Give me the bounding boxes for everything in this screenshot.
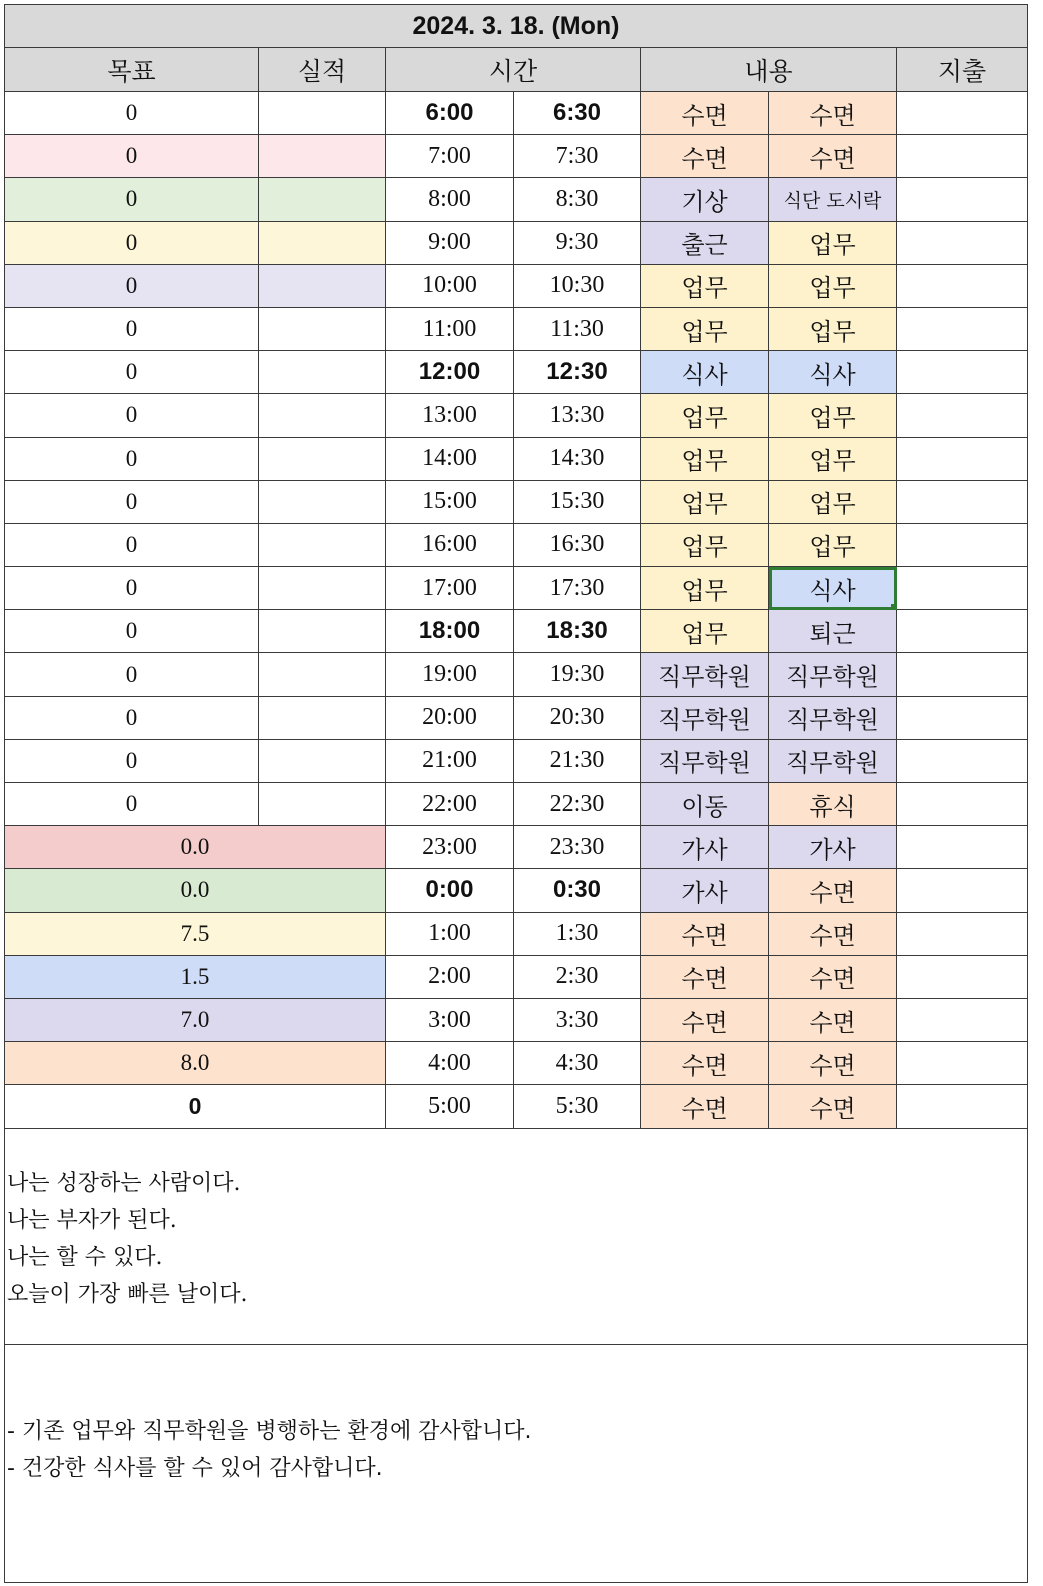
goal-cell[interactable]: 0 [5,783,259,826]
time-start-cell[interactable]: 10:00 [386,264,514,307]
actual-cell[interactable] [259,696,386,739]
affirmation-row [5,1128,1028,1344]
activity-cell[interactable]: 수면 [641,955,769,998]
schedule-row [5,307,1028,350]
time-half-cell[interactable]: 19:30 [514,653,641,696]
actual-cell[interactable] [259,307,386,350]
expense-cell[interactable] [897,696,1028,739]
activity-cell[interactable]: 업무 [641,437,769,480]
header-content[interactable]: 내용 [641,48,897,92]
activity-cell[interactable]: 업무 [641,567,769,610]
goal-cell[interactable]: 0 [5,394,259,437]
schedule-row [5,610,1028,653]
schedule-row [5,567,1028,610]
goal-cell[interactable]: 0 [5,567,259,610]
goal-cell[interactable]: 0 [5,351,259,394]
activity-half-cell[interactable]: 업무 [769,437,897,480]
schedule-row [5,264,1028,307]
expense-cell[interactable] [897,178,1028,221]
time-start-cell[interactable]: 0:00 [386,869,514,912]
goal-cell[interactable]: 0 [5,221,259,264]
summary-cell[interactable]: 7.5 [5,912,386,955]
activity-half-cell[interactable]: 수면 [769,1042,897,1085]
schedule-row [5,221,1028,264]
time-half-cell[interactable]: 12:30 [514,351,641,394]
activity-half-cell[interactable]: 가사 [769,826,897,869]
actual-cell[interactable] [259,178,386,221]
expense-cell[interactable] [897,92,1028,135]
expense-cell[interactable] [897,307,1028,350]
activity-cell[interactable]: 이동 [641,783,769,826]
goal-cell[interactable]: 0 [5,307,259,350]
date-title-cell[interactable]: 2024. 3. 18. (Mon) [5,5,1028,48]
schedule-row [5,955,1028,998]
time-half-cell[interactable]: 23:30 [514,826,641,869]
activity-half-cell[interactable]: 수면 [769,955,897,998]
activity-half-cell[interactable]: 직무학원 [769,696,897,739]
expense-cell[interactable] [897,912,1028,955]
actual-cell[interactable] [259,437,386,480]
expense-cell[interactable] [897,567,1028,610]
time-start-cell[interactable]: 3:00 [386,998,514,1041]
goal-cell[interactable]: 0 [5,480,259,523]
actual-cell[interactable] [259,351,386,394]
daily-planner-sheet [4,4,1028,1583]
time-half-cell[interactable]: 1:30 [514,912,641,955]
activity-cell[interactable]: 식사 [641,351,769,394]
expense-cell[interactable] [897,221,1028,264]
activity-half-cell[interactable]: 업무 [769,307,897,350]
activity-cell[interactable]: 수면 [641,1085,769,1128]
schedule-row [5,783,1028,826]
activity-half-cell[interactable]: 수면 [769,912,897,955]
goal-cell[interactable]: 0 [5,92,259,135]
time-half-cell[interactable]: 16:30 [514,523,641,566]
gratitude-row [5,1344,1028,1582]
schedule-row [5,351,1028,394]
expense-cell[interactable] [897,653,1028,696]
affirmation-cell[interactable] [5,1128,1028,1344]
header-goal[interactable]: 목표 [5,48,259,92]
time-half-cell[interactable]: 14:30 [514,437,641,480]
activity-half-cell[interactable]: 수면 [769,998,897,1041]
expense-cell[interactable] [897,955,1028,998]
actual-cell[interactable] [259,610,386,653]
time-half-cell[interactable]: 7:30 [514,135,641,178]
actual-cell[interactable] [259,92,386,135]
time-start-cell[interactable]: 20:00 [386,696,514,739]
activity-half-cell[interactable]: 수면 [769,869,897,912]
time-half-cell[interactable]: 9:30 [514,221,641,264]
expense-cell[interactable] [897,998,1028,1041]
activity-cell[interactable]: 가사 [641,869,769,912]
activity-cell[interactable]: 직무학원 [641,696,769,739]
gratitude-line: - 건강한 식사를 할 수 있어 감사합니다. [7,1455,383,1481]
activity-cell[interactable]: 업무 [641,264,769,307]
schedule-row [5,135,1028,178]
goal-cell[interactable]: 0 [5,653,259,696]
summary-cell[interactable]: 1.5 [5,955,386,998]
gratitude-cell[interactable] [5,1344,1028,1582]
time-start-cell[interactable]: 13:00 [386,394,514,437]
header-time[interactable]: 시간 [386,48,641,92]
header-expense[interactable]: 지출 [897,48,1028,92]
time-start-cell[interactable]: 21:00 [386,739,514,782]
goal-cell[interactable]: 0 [5,696,259,739]
activity-half-cell[interactable]: 퇴근 [769,610,897,653]
time-start-cell[interactable]: 22:00 [386,783,514,826]
time-half-cell[interactable]: 13:30 [514,394,641,437]
time-start-cell[interactable]: 1:00 [386,912,514,955]
goal-cell[interactable]: 0 [5,739,259,782]
goal-cell[interactable]: 0 [5,523,259,566]
time-start-cell[interactable]: 18:00 [386,610,514,653]
expense-cell[interactable] [897,1042,1028,1085]
expense-cell[interactable] [897,135,1028,178]
expense-cell[interactable] [897,480,1028,523]
time-half-cell[interactable]: 5:30 [514,1085,641,1128]
time-half-cell[interactable]: 2:30 [514,955,641,998]
schedule-row [5,1042,1028,1085]
time-start-cell[interactable]: 7:00 [386,135,514,178]
summary-cell[interactable]: 8.0 [5,1042,386,1085]
time-half-cell[interactable]: 15:30 [514,480,641,523]
activity-half-cell[interactable]: 업무 [769,480,897,523]
goal-cell[interactable]: 0 [5,264,259,307]
time-start-cell[interactable]: 4:00 [386,1042,514,1085]
activity-half-cell[interactable]: 업무 [769,264,897,307]
time-start-cell[interactable]: 15:00 [386,480,514,523]
actual-cell[interactable] [259,264,386,307]
affirmation-line: 나는 부자가 된다. [7,1207,177,1233]
activity-cell[interactable]: 수면 [641,135,769,178]
time-half-cell[interactable]: 4:30 [514,1042,641,1085]
actual-cell[interactable] [259,739,386,782]
activity-cell[interactable]: 출근 [641,221,769,264]
activity-half-cell[interactable]: 식사 [769,351,897,394]
affirmation-line: 나는 할 수 있다. [7,1244,163,1270]
time-start-cell[interactable]: 16:00 [386,523,514,566]
schedule-row [5,653,1028,696]
time-start-cell[interactable]: 11:00 [386,307,514,350]
summary-cell[interactable]: 0.0 [5,826,386,869]
expense-cell[interactable] [897,394,1028,437]
schedule-row [5,1085,1028,1128]
actual-cell[interactable] [259,653,386,696]
activity-cell[interactable]: 직무학원 [641,653,769,696]
expense-cell[interactable] [897,523,1028,566]
schedule-row [5,998,1028,1041]
expense-cell[interactable] [897,264,1028,307]
expense-cell[interactable] [897,437,1028,480]
activity-half-cell[interactable]: 수면 [769,92,897,135]
header-actual[interactable]: 실적 [259,48,386,92]
activity-half-cell[interactable]: 직무학원 [769,653,897,696]
time-half-cell[interactable]: 10:30 [514,264,641,307]
activity-cell[interactable]: 수면 [641,92,769,135]
goal-cell[interactable]: 0 [5,610,259,653]
summary-cell[interactable]: 0 [5,1085,386,1128]
schedule-row [5,92,1028,135]
expense-cell[interactable] [897,351,1028,394]
activity-half-cell[interactable]: 업무 [769,221,897,264]
time-start-cell[interactable]: 17:00 [386,567,514,610]
summary-cell[interactable]: 7.0 [5,998,386,1041]
activity-half-cell[interactable]: 식사 [769,567,897,610]
schedule-row [5,696,1028,739]
activity-cell[interactable]: 가사 [641,826,769,869]
time-start-cell[interactable]: 14:00 [386,437,514,480]
goal-cell[interactable]: 0 [5,178,259,221]
expense-cell[interactable] [897,783,1028,826]
summary-cell[interactable]: 0.0 [5,869,386,912]
actual-cell[interactable] [259,783,386,826]
activity-cell[interactable]: 업무 [641,523,769,566]
expense-cell[interactable] [897,1085,1028,1128]
schedule-row [5,869,1028,912]
time-start-cell[interactable]: 2:00 [386,955,514,998]
time-half-cell[interactable]: 3:30 [514,998,641,1041]
goal-cell[interactable]: 0 [5,135,259,178]
schedule-row [5,480,1028,523]
activity-cell[interactable]: 업무 [641,394,769,437]
expense-cell[interactable] [897,869,1028,912]
activity-cell[interactable]: 수면 [641,998,769,1041]
time-start-cell[interactable]: 19:00 [386,653,514,696]
time-half-cell[interactable]: 8:30 [514,178,641,221]
time-start-cell[interactable]: 6:00 [386,92,514,135]
goal-cell[interactable]: 0 [5,437,259,480]
expense-cell[interactable] [897,610,1028,653]
time-half-cell[interactable]: 17:30 [514,567,641,610]
activity-cell[interactable]: 수면 [641,912,769,955]
activity-cell[interactable]: 기상 [641,178,769,221]
actual-cell[interactable] [259,480,386,523]
activity-cell[interactable]: 업무 [641,610,769,653]
affirmation-line: 나는 성장하는 사람이다. [7,1170,241,1196]
actual-cell[interactable] [259,394,386,437]
activity-half-cell[interactable]: 업무 [769,523,897,566]
actual-cell[interactable] [259,523,386,566]
schedule-row [5,912,1028,955]
time-start-cell[interactable]: 12:00 [386,351,514,394]
time-half-cell[interactable]: 22:30 [514,783,641,826]
time-half-cell[interactable]: 6:30 [514,92,641,135]
schedule-row [5,437,1028,480]
schedule-row [5,826,1028,869]
schedule-row [5,178,1028,221]
activity-half-cell[interactable]: 수면 [769,1085,897,1128]
activity-cell[interactable]: 업무 [641,480,769,523]
expense-cell[interactable] [897,739,1028,782]
time-half-cell[interactable]: 11:30 [514,307,641,350]
time-half-cell[interactable]: 21:30 [514,739,641,782]
time-half-cell[interactable]: 20:30 [514,696,641,739]
actual-cell[interactable] [259,135,386,178]
time-start-cell[interactable]: 8:00 [386,178,514,221]
activity-half-cell[interactable]: 직무학원 [769,739,897,782]
actual-cell[interactable] [259,567,386,610]
activity-cell[interactable]: 직무학원 [641,739,769,782]
affirmation-line: 오늘이 가장 빠른 날이다. [7,1281,248,1307]
schedule-row [5,739,1028,782]
activity-half-cell[interactable]: 식단 도시락 [769,178,897,221]
expense-cell[interactable] [897,826,1028,869]
time-start-cell[interactable]: 5:00 [386,1085,514,1128]
schedule-row [5,394,1028,437]
time-start-cell[interactable]: 23:00 [386,826,514,869]
activity-cell[interactable]: 업무 [641,307,769,350]
actual-cell[interactable] [259,221,386,264]
activity-half-cell[interactable]: 수면 [769,135,897,178]
activity-half-cell[interactable]: 휴식 [769,783,897,826]
time-half-cell[interactable]: 18:30 [514,610,641,653]
time-half-cell[interactable]: 0:30 [514,869,641,912]
activity-half-cell[interactable]: 업무 [769,394,897,437]
activity-cell[interactable]: 수면 [641,1042,769,1085]
time-start-cell[interactable]: 9:00 [386,221,514,264]
schedule-row [5,523,1028,566]
gratitude-line: - 기존 업무와 직무학원을 병행하는 환경에 감사합니다. [7,1418,532,1444]
